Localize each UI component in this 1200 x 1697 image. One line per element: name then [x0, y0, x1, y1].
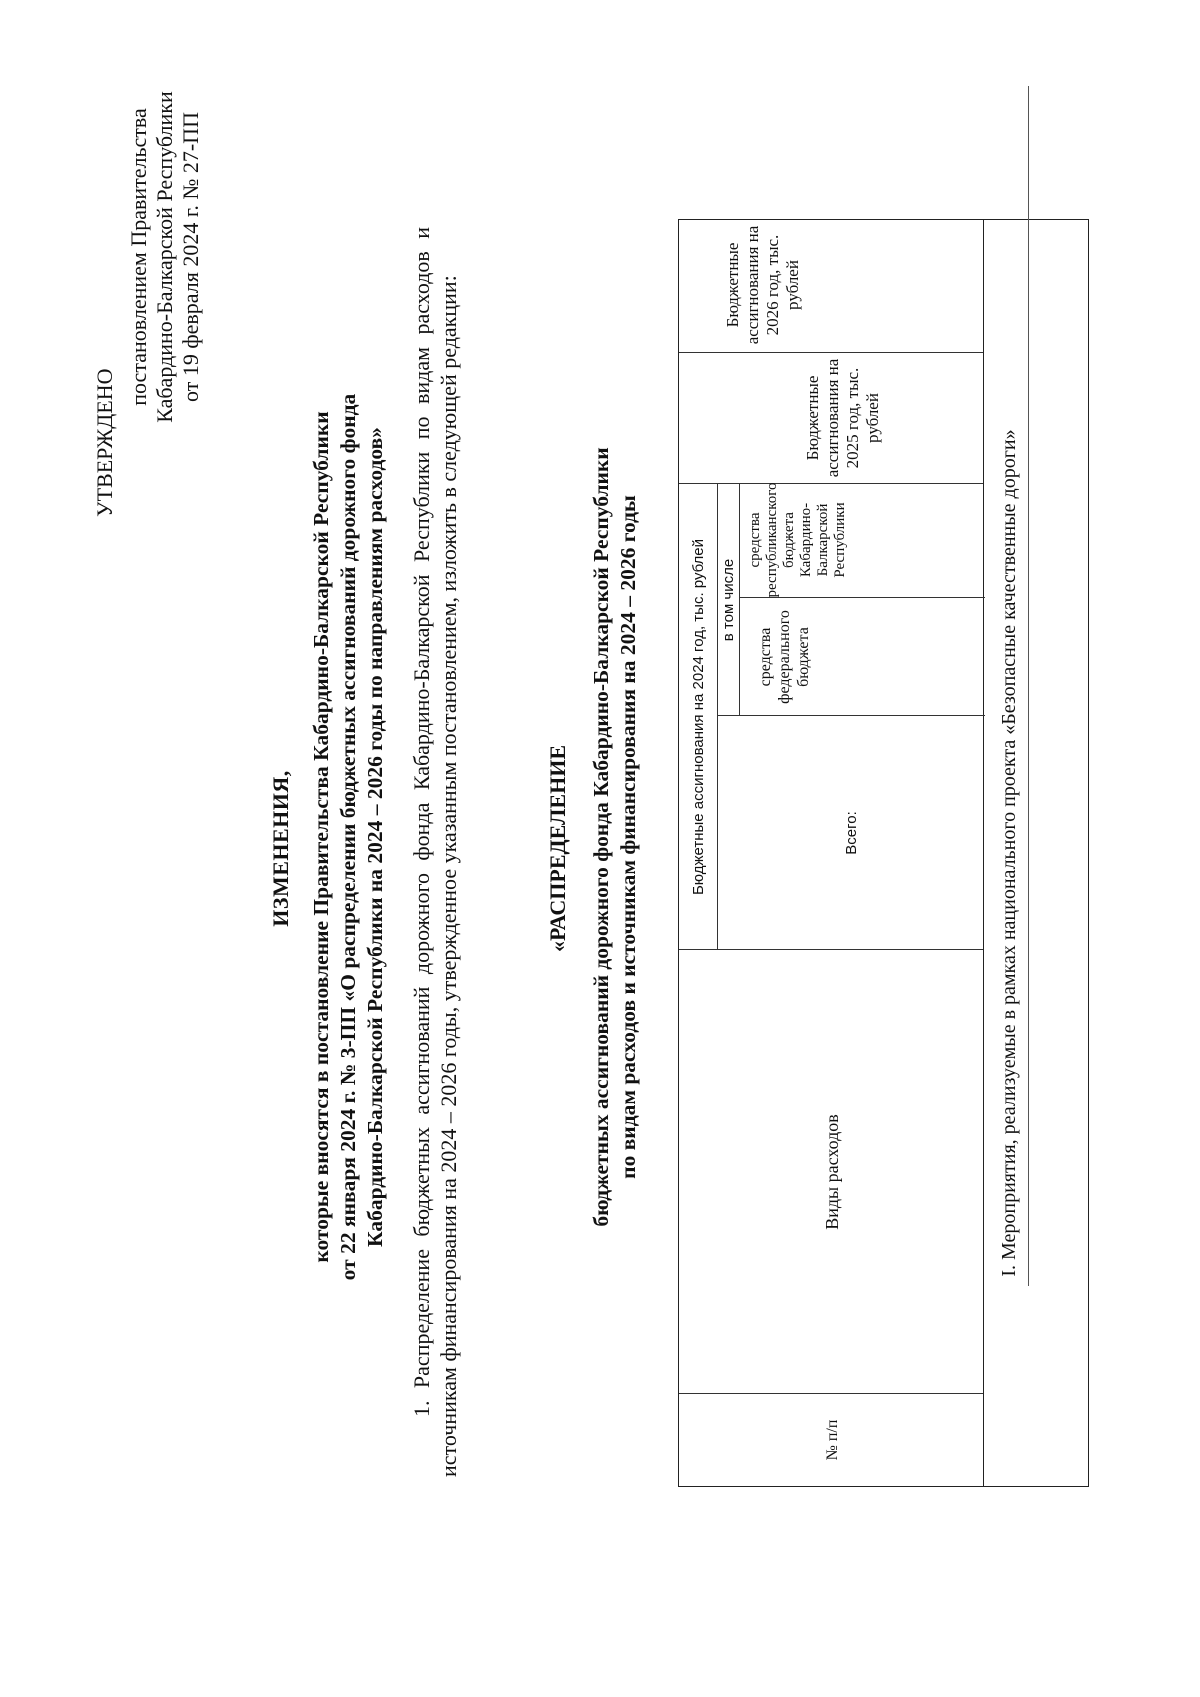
header-including: в том числе	[719, 558, 737, 642]
changes-subtitle	[308, 227, 389, 1447]
changes-subtitle-line: Кабардино-Балкарской Республики на 2024 – 2026 годы по направлениям расходов»	[363, 427, 387, 1247]
table-divider	[679, 352, 983, 353]
header-federal: средства федерального бюджета	[756, 610, 812, 704]
approval-block	[92, 0, 204, 517]
header-number: № п/п	[823, 1419, 841, 1461]
changes-subtitle-line: которые вносятся в постановление Правительства Кабардино-Балкарской Республики	[309, 411, 333, 1263]
approval-line: от 19 февраля 2024 г. № 27-ПП	[178, 112, 203, 402]
distribution-subtitle-line: по видам расходов и источникам финансирования на 2024 – 2026 годы	[616, 495, 640, 1179]
header-total: Всего:	[842, 811, 860, 855]
approval-line: постановлением Правительства	[126, 108, 151, 406]
changes-title: ИЗМЕНЕНИЯ,	[268, 770, 293, 927]
distribution-subtitle-line: бюджетных ассигнований дорожного фонда Кабардино-Балкарской Республики	[589, 447, 613, 1227]
distribution-subtitle	[588, 227, 642, 1447]
amendment-paragraph	[408, 227, 462, 1477]
section-underline	[1028, 86, 1029, 1286]
header-2026: Бюджетные ассигнования на 2026 год, тыс. рублей	[723, 225, 802, 345]
header-republic: средства республиканского бюджета Кабардино-Балкарской Республики	[747, 482, 848, 598]
table-section-row	[984, 219, 1088, 1487]
distribution-title: «РАСПРЕДЕЛЕНИЕ	[545, 745, 570, 953]
amendment-paragraph-text: 1. Распределение бюджетных ассигнований дорожного фонда Кабардино-Балкарской Республики по видам расходов и источникам финансирования на 2024 – 2026 годы, утвержденное указанным постановлением, изложить в следующей редакции:	[409, 227, 461, 1477]
header-expense-types: Виды расходов	[821, 1114, 842, 1230]
allocation-table-header	[678, 219, 984, 1487]
header-2024: Бюджетные ассигнования на 2024 год, тыс. рублей	[689, 538, 707, 896]
changes-subtitle-line: от 22 января 2024 г. № 3-ПП «О распределении бюджетных ассигнований дорожного фонда	[336, 393, 360, 1281]
table-bottom-rule	[1088, 219, 1089, 1487]
approval-stamp: УТВЕРЖДЕНО	[92, 368, 117, 517]
section-heading: I. Мероприятия, реализуемые в рамках национального проекта «Безопасные качественные дороги»	[998, 429, 1020, 1277]
header-2025: Бюджетные ассигнования на 2025 год, тыс. рублей	[803, 358, 882, 478]
approval-line: Кабардино-Балкарской Республики	[152, 91, 177, 423]
